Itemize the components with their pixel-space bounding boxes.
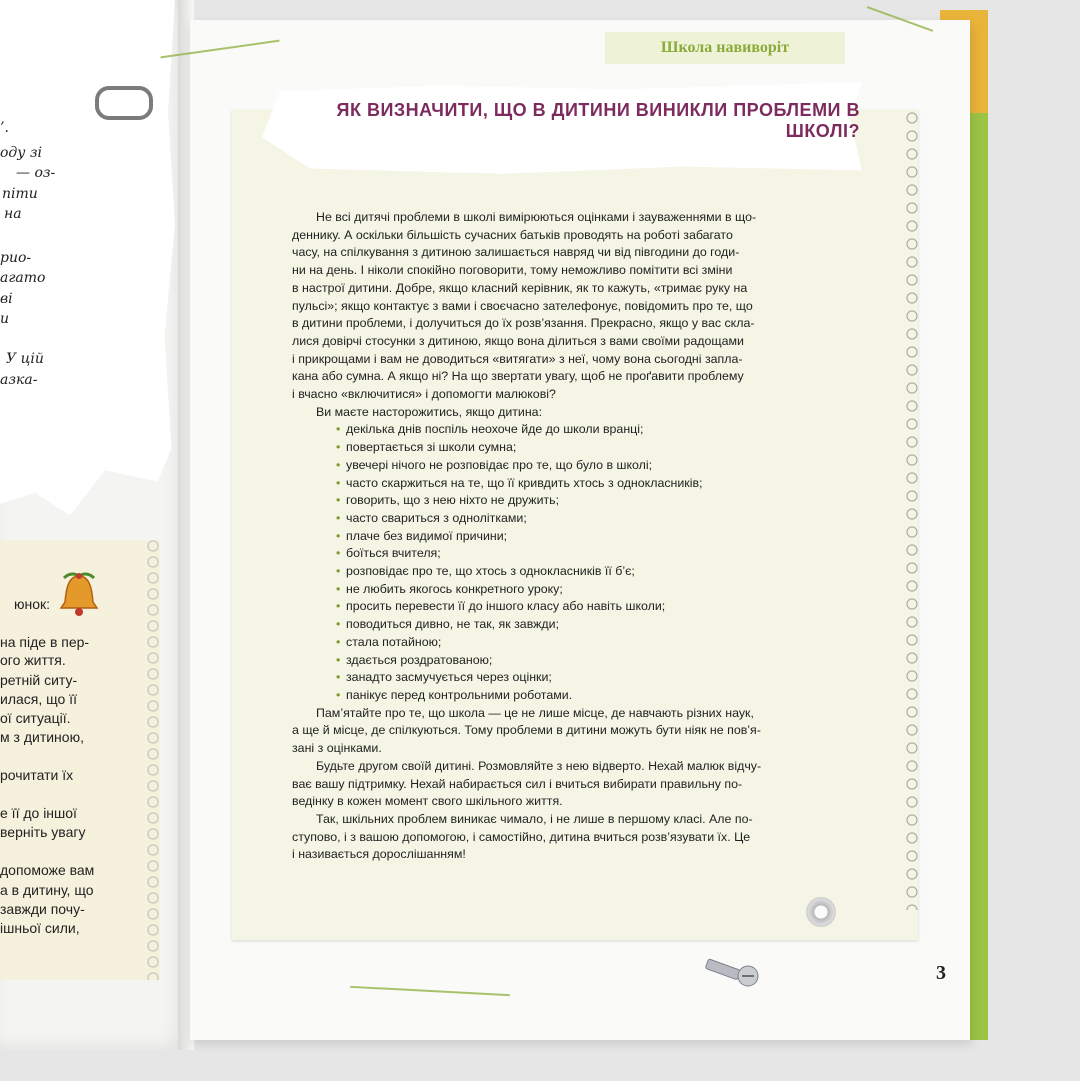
text-line: в дитини проблеми, і долучиться до їх розв’язання. Прекрасно, якщо у вас скла- <box>292 316 755 331</box>
bell-icon <box>56 568 102 620</box>
list-item: • не любить якогось конкретного уроку; <box>292 581 848 599</box>
left-text-fragment: пiти <box>2 186 38 202</box>
left-box-fragment: юнок: <box>14 596 51 612</box>
page-title: ЯК ВИЗНАЧИТИ, ЩО В ДИТИНИ ВИНИКЛИ ПРОБЛЕМИ В ШКОЛІ? <box>336 100 860 141</box>
left-text-fragment: агато <box>0 270 46 286</box>
text-line: і називається дорослішанням! <box>292 847 466 862</box>
list-item: • здається роздратованою; <box>292 652 848 670</box>
text-line: Не всі дитячі проблеми в школі вимірюються оцінками і зауваженнями в що- <box>316 210 757 224</box>
text-line: Ви маєте насторожитись, якщо дитина: <box>316 404 543 419</box>
left-box-fragment: м з дитиною, <box>0 729 84 745</box>
list-item: • розповідає про те, що хтось з однокласників її б’є; <box>292 563 848 581</box>
list-item: • занадто засмучується через оцінки; <box>292 669 848 687</box>
left-text-fragment: ві <box>0 291 13 307</box>
left-box-fragment: допоможе вам <box>0 862 95 878</box>
text-line: Так, шкільних проблем виникає чимало, і не лише в першому класі. Але по- <box>316 811 753 826</box>
left-text-fragment: оду зі <box>0 145 42 161</box>
text-line: і прикрощами і вам не доводиться «витягати» з неї, чому вона сьогодні запла- <box>292 351 743 366</box>
text-line: часу, на спілкування з дитиною залишається навряд чи від півгодини до годи- <box>292 245 740 260</box>
left-box-fragment: ретній ситу- <box>0 672 78 688</box>
left-box-fragment: завжди почу- <box>0 901 85 917</box>
left-box-fragment: а в дитину, що <box>0 882 94 898</box>
left-box-fragment: верніть увагу <box>0 824 86 840</box>
text-line: деннику. А оскільки більшість сучасних батьків проводять на роботі забагато <box>292 227 733 242</box>
list-item: • повертається зі школи сумна; <box>292 439 848 457</box>
left-box-fragment: ого життя. <box>0 652 66 668</box>
text-line: в настрої дитини. Добре, якщо класний керівник, як то кажуть, «тримає руку на <box>292 280 748 295</box>
left-box-fragment: рочитати їх <box>0 767 74 783</box>
left-text-fragment: ’. <box>0 120 9 136</box>
text-line: а ще й місце, де спілкуються. Тому проблеми в дитини можуть бути ніяк не пов’я- <box>292 723 761 738</box>
left-box-fragment: илася, що її <box>0 691 77 707</box>
text-line: пульсі»; якщо контактує з вами і своєчасно зателефонує, повідомить про те, що <box>292 298 753 313</box>
list-item: • плаче без видимої причини; <box>292 528 848 546</box>
text-line: ває вашу підтримку. Нехай набирається сил і вчиться вибирати правильну по- <box>292 776 743 791</box>
left-text-fragment: рио- <box>0 250 32 266</box>
text-line: лися довірчі стосунки з дитиною, якщо вона ділиться з вами своїми радощами <box>292 333 744 348</box>
list-item: • часто скаржиться на те, що її кривдить хтось з однокласників; <box>292 475 848 493</box>
left-text-fragment: У цій <box>6 351 44 367</box>
list-item: • просить перевести її до іншого класу або навіть школи; <box>292 598 848 616</box>
text-line: ступово, і з вашою допомогою, і самостійно, дитина вчиться розв’язувати їх. Це <box>292 829 751 844</box>
left-text-fragment: — оз- <box>16 165 56 181</box>
text-line: і вчасно «включитися» і допомогти малюкові? <box>292 387 556 402</box>
left-text-fragment: и <box>0 311 10 327</box>
left-box-fragment: ішньої сили, <box>0 920 80 936</box>
left-text-fragment: на <box>4 206 22 222</box>
text-line: ни на день. І ніколи спокійно поговорити, тому неможливо помітити всі зміни <box>292 263 733 278</box>
nut-icon <box>806 897 836 927</box>
list-item: • декілька днів поспіль неохоче йде до школи вранці; <box>292 421 848 439</box>
left-page <box>0 0 190 1050</box>
list-item: • говорить, що з нею ніхто не дружить; <box>292 492 848 510</box>
screw-icon <box>702 952 762 988</box>
text-line: ведінку в кожен момент свого шкільного життя. <box>292 794 563 809</box>
list-item: • поводиться дивно, не так, як завжди; <box>292 616 848 634</box>
article-text <box>292 209 848 864</box>
spiral-binding <box>902 110 922 910</box>
left-box-fragment: ої ситуації. <box>0 710 71 726</box>
list-item: • увечері нічого не розповідає про те, що було в школі; <box>292 457 848 475</box>
list-item: • панікує перед контрольними роботами. <box>292 687 848 705</box>
list-item: • боїться вчителя; <box>292 545 848 563</box>
page-number: 3 <box>936 962 946 984</box>
left-box-fragment: на піде в пер- <box>0 634 90 650</box>
paperclip-icon <box>95 86 153 120</box>
text-line: Будьте другом своїй дитині. Розмовляйте з нею відверто. Нехай малюк відчу- <box>316 758 762 773</box>
left-box-fragment: е її до іншої <box>0 805 77 821</box>
text-line: Пам’ятайте про те, що школа — це не лише місце, де навчають різних наук, <box>316 705 754 720</box>
left-text-fragment: азка- <box>0 372 38 388</box>
list-item: • стала потайною; <box>292 634 848 652</box>
left-spiral-binding <box>146 540 160 980</box>
text-line: кана або сумна. А якщо ні? На що звертати увагу, щоб не проґавити проблему <box>292 369 744 384</box>
text-line: зані з оцінками. <box>292 741 382 756</box>
section-label: Школа навиворіт <box>605 32 845 64</box>
list-item: • часто свариться з однолітками; <box>292 510 848 528</box>
